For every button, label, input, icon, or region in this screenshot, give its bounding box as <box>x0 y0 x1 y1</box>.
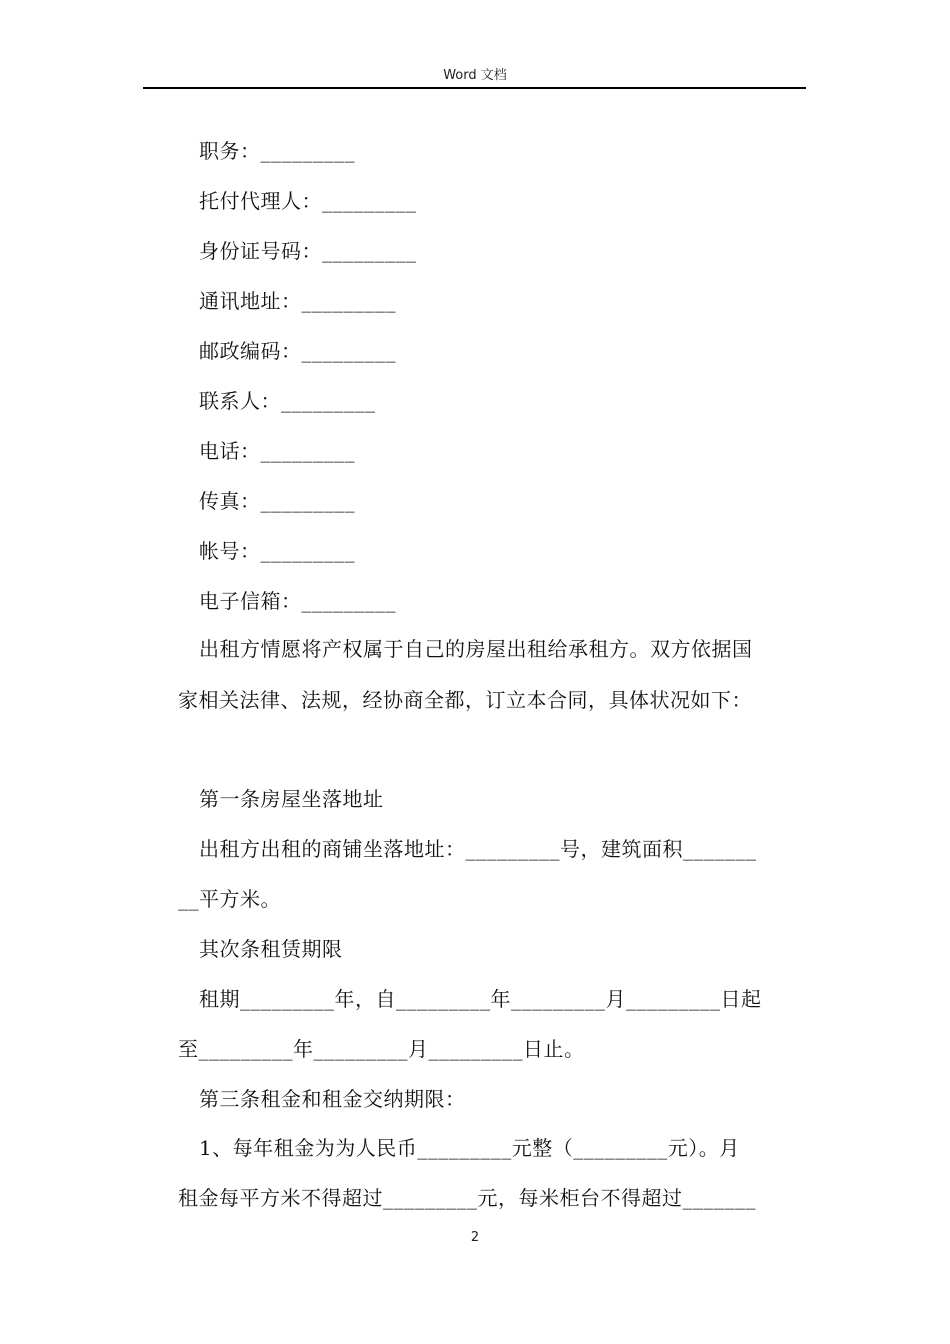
field-id-number: 身份证号码：_________ <box>199 239 417 263</box>
field-contact: 联系人：_________ <box>199 389 376 413</box>
intro-line-2: 家相关法律、法规，经协商全都，订立本合同，具体状况如下： <box>178 688 752 712</box>
article-3-line-1: 1、每年租金为为人民币_________元整（_________元）。月 <box>199 1136 740 1160</box>
field-fax: 传真：_________ <box>199 489 355 513</box>
field-agent: 托付代理人：_________ <box>199 189 417 213</box>
article-1-line-1: 出租方出租的商铺坐落地址：_________号，建筑面积_______ <box>199 837 757 861</box>
page-number: 2 <box>470 1230 480 1245</box>
article-1-line-2: __平方米。 <box>178 887 281 911</box>
article-1-title: 第一条房屋坐落地址 <box>199 787 384 811</box>
field-postcode: 邮政编码：_________ <box>199 339 396 363</box>
article-3-title: 第三条租金和租金交纳期限： <box>199 1087 466 1111</box>
article-2-line-1: 租期_________年，自_________年_________月_________日起 <box>199 987 762 1011</box>
article-2-line-2: 至_________年_________月_________日止。 <box>178 1037 585 1061</box>
header-divider <box>143 87 806 89</box>
article-2-title: 其次条租赁期限 <box>199 937 343 961</box>
intro-line-1: 出租方情愿将产权属于自己的房屋出租给承租方。双方依据国 <box>199 637 753 661</box>
field-position: 职务：_________ <box>199 139 355 163</box>
field-phone: 电话：_________ <box>199 439 355 463</box>
field-account: 帐号：_________ <box>199 539 355 563</box>
header-title: Word 文档 <box>443 68 507 83</box>
field-email: 电子信箱：_________ <box>199 589 396 613</box>
field-address: 通讯地址：_________ <box>199 289 396 313</box>
article-3-line-2: 租金每平方米不得超过_________元，每米柜台不得超过_______ <box>178 1186 756 1210</box>
